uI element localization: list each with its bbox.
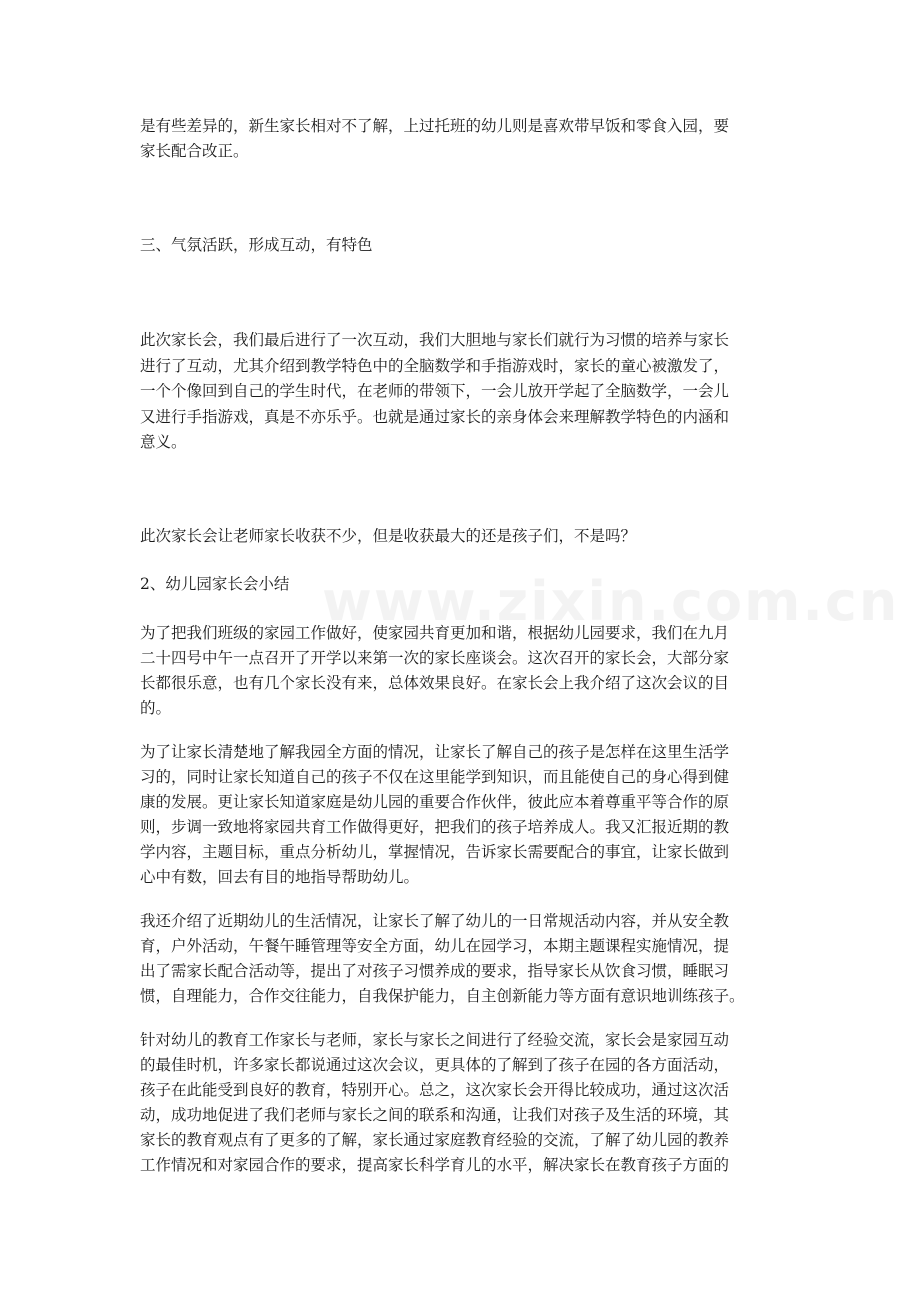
text-line: 我还介绍了近期幼儿的生活情况，让家长了解了幼儿的一日常规活动内容，并从安全教 xyxy=(140,912,730,930)
text-line: 惯，自理能力，合作交往能力，自我保护能力，自主创新能力等方面有意识地训练孩子。 xyxy=(140,987,745,1005)
text-line: 动，成功地促进了我们老师与家长之间的联系和沟通，让我们对孩子及生活的环境，其 xyxy=(140,1106,730,1124)
section-heading: 2、幼儿园家长会小结 xyxy=(140,575,290,593)
text-line: 此次家长会，我们最后进行了一次互动，我们大胆地与家长们就行为习惯的培养与家长 xyxy=(140,331,730,349)
text-line: 针对幼儿的教育工作家长与老师，家长与家长之间进行了经验交流，家长会是家园互动 xyxy=(140,1031,730,1049)
text-line: 进行了互动，尤其介绍到教学特色中的全脑数学和手指游戏时，家长的童心被激发了， xyxy=(140,357,730,375)
text-line: 为了让家长清楚地了解我园全方面的情况，让家长了解自己的孩子是怎样在这里生活学 xyxy=(140,743,730,761)
text-line: 此次家长会让老师家长收获不少，但是收获最大的还是孩子们，不是吗？ xyxy=(140,527,637,545)
text-line: 长都很乐意，也有几个家长没有来，总体效果良好。在家长会上我介绍了这次会议的目 xyxy=(140,674,730,692)
text-line: 家长配合改正。 xyxy=(140,142,249,160)
text-line: 的。 xyxy=(140,699,172,717)
section-heading: 三、气氛活跃，形成互动，有特色 xyxy=(140,236,373,254)
text-line: 出了需家长配合活动等，提出了对孩子习惯养成的要求，指导家长从饮食习惯，睡眠习 xyxy=(140,962,730,980)
text-line: 一个个像回到自己的学生时代，在老师的带领下，一会儿放开学起了全脑数学，一会儿 xyxy=(140,382,730,400)
text-line: 二十四号中午一点召开了开学以来第一次的家长座谈会。这次召开的家长会，大部分家 xyxy=(140,649,730,667)
text-line: 意义。 xyxy=(140,433,187,451)
text-line: 则，步调一致地将家园共育工作做得更好，把我们的孩子培养成人。我又汇报近期的教 xyxy=(140,818,730,836)
text-line: 为了把我们班级的家园工作做好，使家园共育更加和谐，根据幼儿园要求，我们在九月 xyxy=(140,624,730,642)
text-line: 康的发展。更让家长知道家庭是幼儿园的重要合作伙伴，彼此应本着尊重平等合作的原 xyxy=(140,793,730,811)
text-line: 习的，同时让家长知道自己的孩子不仅在这里能学到知识，而且能使自己的身心得到健 xyxy=(140,768,730,786)
text-line: 心中有数，回去有目的地指导帮助幼儿。 xyxy=(140,868,420,886)
text-line: 学内容，主题目标，重点分析幼儿，掌握情况，告诉家长需要配合的事宜，让家长做到 xyxy=(140,843,730,861)
text-line: 育，户外活动，午餐午睡管理等安全方面，幼儿在园学习，本期主题课程实施情况，提 xyxy=(140,937,730,955)
text-line: 是有些差异的，新生家长相对不了解，上过托班的幼儿则是喜欢带早饭和零食入园，要 xyxy=(140,117,730,135)
text-line: 工作情况和对家园合作的要求，提高家长科学育儿的水平，解决家长在教育孩子方面的 xyxy=(140,1156,730,1174)
text-line: 的最佳时机，许多家长都说通过这次会议，更具体的了解到了孩子在园的各方面活动， xyxy=(140,1056,730,1074)
text-line: 孩子在此能受到良好的教育，特别开心。总之，这次家长会开得比较成功，通过这次活 xyxy=(140,1081,730,1099)
text-line: 家长的教育观点有了更多的了解，家长通过家庭教育经验的交流，了解了幼儿园的教养 xyxy=(140,1131,730,1149)
text-line: 又进行手指游戏，真是不亦乐乎。也就是通过家长的亲身体会来理解教学特色的内涵和 xyxy=(140,408,730,426)
